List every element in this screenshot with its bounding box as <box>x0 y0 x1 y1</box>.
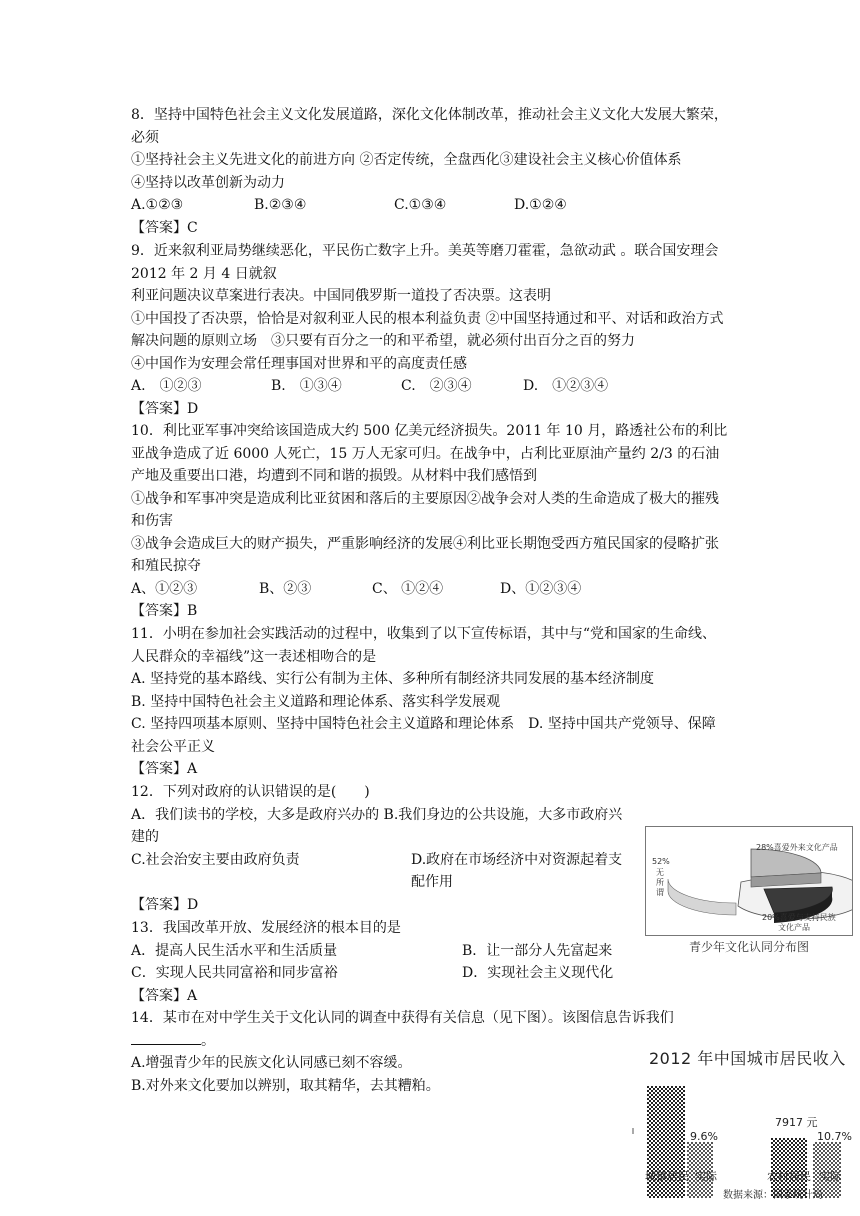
question-10-options <box>131 578 729 601</box>
question-9-items2: ④中国作为安理会常任理事国对世界和平的高度责任感 <box>131 355 467 372</box>
question-11-stem: 11．小明在参加社会实践活动的过程中，收集到了以下宣传标语，其中与“党和国家的生命线、人民群众的幸福线”这一表述相吻合的是 <box>131 626 716 665</box>
option-b: B. 坚持中国特色社会主义道路和理论体系、落实科学发展观 <box>131 693 501 710</box>
label-rural: 农村居民 <box>767 1170 811 1183</box>
option-b: B、②③ <box>259 580 312 597</box>
question-8-items-line1: ①坚持社会主义先进文化的前进方向 ②否定传统，全盘西化③建设社会主义核心价值体系 <box>131 152 682 168</box>
question-10 <box>131 420 729 623</box>
question-13-row1 <box>131 940 729 963</box>
option-d: D. ①②③④ <box>523 378 609 394</box>
answer-8: 【答案】C <box>131 219 198 236</box>
label-urban-pct: 9.6% <box>690 1130 718 1143</box>
question-8-options <box>131 194 729 217</box>
answer-9: 【答案】D <box>131 400 199 417</box>
option-b: B. ①③④ <box>271 378 342 394</box>
option-d: D、①②③④ <box>500 580 582 597</box>
option-a: A.增强青少年的民族文化认同感已刻不容缓。 <box>131 1055 412 1071</box>
pie-label-top: 28%喜爱外来文化产品 <box>756 843 838 852</box>
pie-label-left-pct: 52% <box>652 857 670 866</box>
answer-blank <box>131 1030 201 1045</box>
pie-figure <box>645 826 853 958</box>
pie-label-left-3: 所 <box>656 878 664 887</box>
label-actual-1: 实际 <box>695 1170 717 1183</box>
option-c: C．实现人民共同富裕和同步富裕 <box>131 965 338 981</box>
question-13 <box>131 917 729 1007</box>
option-b: B.对外来文化要加以辨别，取其精华，去其糟粕。 <box>131 1077 440 1094</box>
answer-11: 【答案】A <box>131 761 198 777</box>
pie-label-bottom-1: 20%喜爱与支持民族 <box>762 913 836 922</box>
income-title: 2012 年中国城市居民收入 <box>649 1049 846 1068</box>
question-9-items1: ①中国投了否决票，恰恰是对叙利亚人民的根本利益负责 ②中国坚持通过和平、对话和政治方式解决问题的原则立场 ③只要有百分之一的和平希望，就必须付出百分之百的努力 <box>131 310 724 349</box>
option-a-b: A．我们读书的学校，大多是政府兴办的 B.我们身边的公共设施，大多市政府兴建的 <box>131 806 623 845</box>
question-10-stem: 10．利比亚军事冲突给该国造成大约 500 亿美元经济损失。2011 年 10 月，路透社公布的利比亚战争造成了近 6000 人死亡，15 万人无家可归。在战争中，占利比亚原油产量约 2/3 的石油产地及重要出口港，均遭到不同和谐的损毁。从材料中我们感悟到 <box>131 423 728 484</box>
question-12 <box>131 781 629 916</box>
option-b: B.②③④ <box>254 197 307 213</box>
option-d: D.政府在市场经济中对资源起着支配作用 <box>411 851 623 890</box>
answer-10: 【答案】B <box>131 603 198 619</box>
question-14-stem-end: 。 <box>201 1032 215 1049</box>
question-12-stem: 12．下列对政府的认识错误的是( ) <box>131 784 370 800</box>
option-a: A、①②③ <box>131 580 198 597</box>
option-a: A. 坚持党的基本路线、实行公有制为主体、多种所有制经济共同发展的基本经济制度 <box>131 671 655 687</box>
pie-label-left-2: 无 <box>656 868 664 877</box>
option-a: A．提高人民生活水平和生活质量 <box>131 942 338 959</box>
question-10-items2: ③战争会造成巨大的财产损失，严重影响经济的发展④利比亚长期饱受西方殖民国家的侵略扩张和殖民掠夺 <box>131 535 719 574</box>
label-urban: 城镇居民 <box>645 1170 689 1183</box>
question-11 <box>131 623 729 781</box>
pie-label-bottom-2: 文化产品 <box>778 923 810 932</box>
label-source: 数据来源：国家统计局 <box>723 1190 823 1201</box>
pie-depth-light <box>668 879 736 915</box>
income-figure <box>625 1040 860 1216</box>
option-c: C、 ①②④ <box>372 580 444 597</box>
option-b: B．让一部分人先富起来 <box>462 942 613 959</box>
question-9-stem2: 利亚问题决议草案进行表决。中国同俄罗斯一道投了否决票。这表明 <box>131 288 551 304</box>
question-14-stem-text: 14．某市在对中学生关于文化认同的调查中获得有关信息（见下图）。该图信息告诉我们 <box>131 1010 674 1026</box>
answer-13: 【答案】A <box>131 987 198 1004</box>
pie-label-left-4: 谓 <box>656 888 664 897</box>
option-d: D．实现社会主义现代化 <box>462 965 614 981</box>
question-8-items-line2: ④坚持以改革创新为动力 <box>131 174 285 191</box>
question-13-row2 <box>131 962 729 985</box>
pie-slice-foreign <box>751 849 821 877</box>
option-c: C.①③④ <box>394 197 447 213</box>
label-actual-2: 实际 <box>819 1170 841 1183</box>
label-rural-pct: 10.7% <box>817 1130 852 1143</box>
question-8-stem: 8．坚持中国特色社会主义文化发展道路，深化文化体制改革，推动社会主义文化大发展大繁荣，必须 <box>131 107 728 146</box>
pie-chart-frame <box>645 826 853 936</box>
option-d: D.①②④ <box>514 197 567 213</box>
question-10-items1: ①战争和军事冲突是造成利比亚贫困和落后的主要原因②战争会对人类的生命造成了极大的摧残和伤害 <box>131 490 719 529</box>
question-9-options <box>131 375 729 398</box>
question-8 <box>131 104 729 239</box>
question-9 <box>131 240 729 420</box>
option-a: A.①②③ <box>131 197 184 213</box>
option-a: A. ①②③ <box>131 378 202 394</box>
option-c: C.社会治安主要由政府负责 <box>131 851 300 868</box>
pie-caption: 青少年文化认同分布图 <box>688 940 809 954</box>
answer-12: 【答案】D <box>131 896 199 913</box>
label-rural-value: 7917 元 <box>775 1116 818 1129</box>
question-13-stem: 13．我国改革开放、发展经济的根本目的是 <box>131 920 401 936</box>
question-9-stem1: 9．近来叙利亚局势继续恶化，平民伤亡数字上升。美英等磨刀霍霍，急欲动武 。联合国安理会 2012 年 2 月 4 日就叙 <box>131 243 719 282</box>
option-c-d: C. 坚持四项基本原则、坚持中国特色社会主义道路和理论体系 D. 坚持中国共产党领导、保障社会公平正义 <box>131 716 716 755</box>
option-c: C. ②③④ <box>401 378 472 394</box>
